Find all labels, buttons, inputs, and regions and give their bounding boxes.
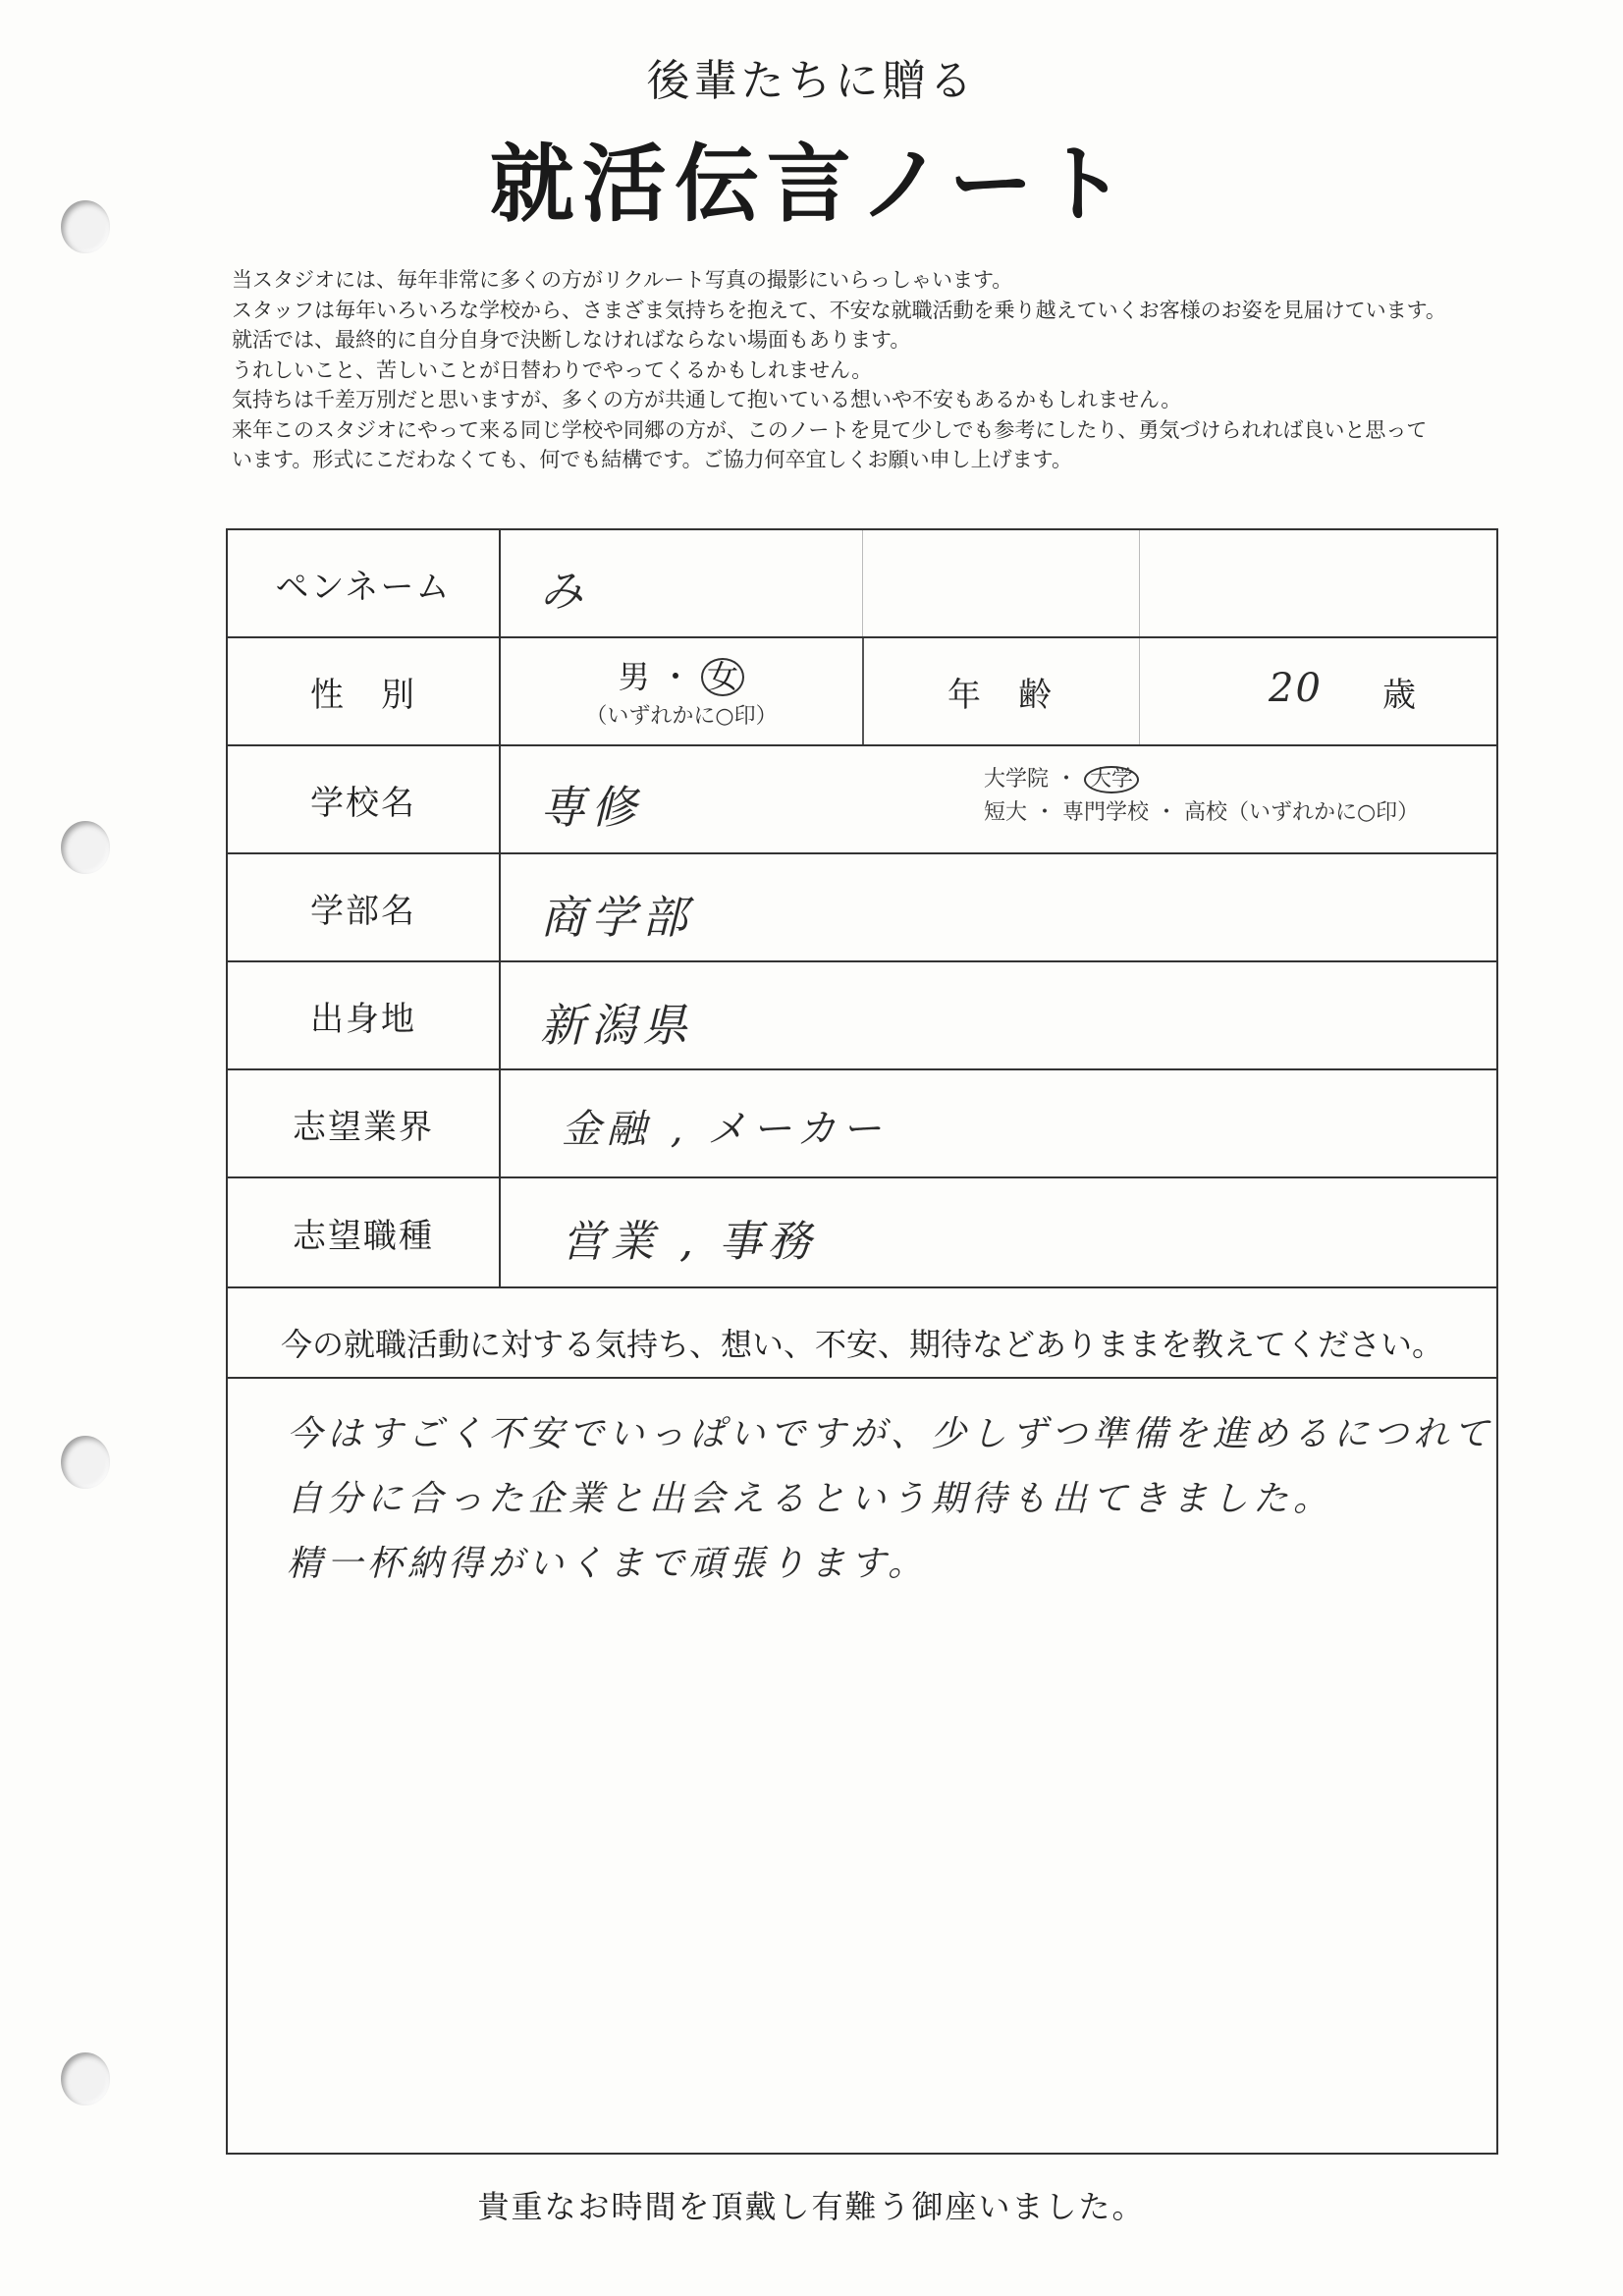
school-value[interactable]: 専修 xyxy=(540,781,642,834)
faculty-label: 学部名 xyxy=(228,854,501,960)
intro-text xyxy=(232,265,1587,475)
industry-label: 志望業界 xyxy=(228,1070,501,1176)
intro-line: 当スタジオには、毎年非常に多くの方がリクルート写真の撮影にいらっしゃいます。 xyxy=(232,268,1013,292)
age-label: 年 齢 xyxy=(947,675,1054,715)
gender-options xyxy=(501,652,862,730)
divider xyxy=(1139,530,1140,636)
comment-line: 自分に合った企業と出会えるという期待も出てきました。 xyxy=(287,1479,1334,1519)
job-value[interactable]: 営業 , 事務 xyxy=(562,1217,817,1267)
intro-line: 気持ちは千差万別だと思いますが、多くの方が共通して抱いている想いや不安もあるかもしれません。 xyxy=(232,388,1182,411)
school-type-separator: ・ xyxy=(1055,767,1078,792)
gender-male-option[interactable]: 男 xyxy=(618,658,650,695)
gender-label: 性 別 xyxy=(228,638,501,744)
divider xyxy=(862,530,863,636)
questionnaire-form xyxy=(226,528,1498,2155)
gender-female-option[interactable]: 女 xyxy=(701,658,744,696)
intro-line: 就活では、最終的に自分自身で決断しなければならない場面もあります。 xyxy=(232,328,911,352)
row-hometown xyxy=(228,962,1496,1070)
gender-separator: ・ xyxy=(659,658,691,695)
row-faculty xyxy=(228,854,1496,962)
industry-value[interactable]: 金融 , メーカー xyxy=(562,1107,888,1152)
job-label: 志望職種 xyxy=(228,1178,501,1286)
gender-note: （いずれかに○印） xyxy=(585,704,778,729)
divider xyxy=(1139,638,1140,744)
footer-thanks: 貴重なお時間を頂戴し有難う御座いました。 xyxy=(477,2188,1146,2225)
school-type-others: 短大 ・ 専門学校 ・ 高校（いずれかに○印） xyxy=(984,800,1420,826)
pen-name-value[interactable]: み xyxy=(540,567,589,617)
faculty-value[interactable]: 商学部 xyxy=(540,891,693,944)
divider xyxy=(228,1286,1496,1288)
pen-name-label: ペンネーム xyxy=(228,530,501,636)
school-type-grad[interactable]: 大学院 xyxy=(984,767,1050,792)
comment-line: 今はすごく不安でいっぱいですが、少しずつ準備を進めるにつれて xyxy=(287,1414,1494,1454)
row-industry xyxy=(228,1070,1496,1178)
intro-line: います。形式にこだわなくても、何でも結構です。ご協力何卒宜しくお願い申し上げます。 xyxy=(232,448,1072,471)
comment-line: 精一杯納得がいくまで頑張ります。 xyxy=(287,1544,929,1584)
school-type-options xyxy=(984,762,1419,826)
intro-line: うれしいこと、苦しいことが日替わりでやってくるかもしれません。 xyxy=(232,357,873,382)
intro-line: 来年このスタジオにやって来る同じ学校や同郷の方が、このノートを見て少しでも参考にしたり、勇気づけられれば良いと思って xyxy=(232,417,1428,442)
row-job xyxy=(228,1178,1496,1286)
age-value[interactable]: 20 xyxy=(1269,666,1323,711)
row-pen-name xyxy=(228,530,1496,638)
binder-hole-3 xyxy=(61,1436,110,1489)
page-subtitle: 後輩たちに贈る xyxy=(646,56,977,106)
hometown-label: 出身地 xyxy=(228,962,501,1068)
row-school xyxy=(228,746,1496,854)
binder-hole-2 xyxy=(61,821,110,874)
feelings-prompt: 今の就職活動に対する気持ち、想い、不安、期待などありままを教えてください。 xyxy=(228,1308,1496,1379)
intro-line: スタッフは毎年いろいろな学校から、さまざま気持ちを抱えて、不安な就職活動を乗り越えていくお客様のお姿を見届けています。 xyxy=(232,298,1446,322)
page-title: 就活伝言ノート xyxy=(489,136,1134,234)
hometown-value[interactable]: 新潟県 xyxy=(540,999,693,1052)
school-type-university[interactable]: 大学 xyxy=(1084,766,1139,793)
row-gender-age xyxy=(228,638,1496,746)
binder-hole-4 xyxy=(61,2052,110,2105)
school-label: 学校名 xyxy=(228,746,501,852)
age-unit: 歳 xyxy=(1382,676,1416,715)
feelings-comment[interactable] xyxy=(287,1402,1494,1597)
